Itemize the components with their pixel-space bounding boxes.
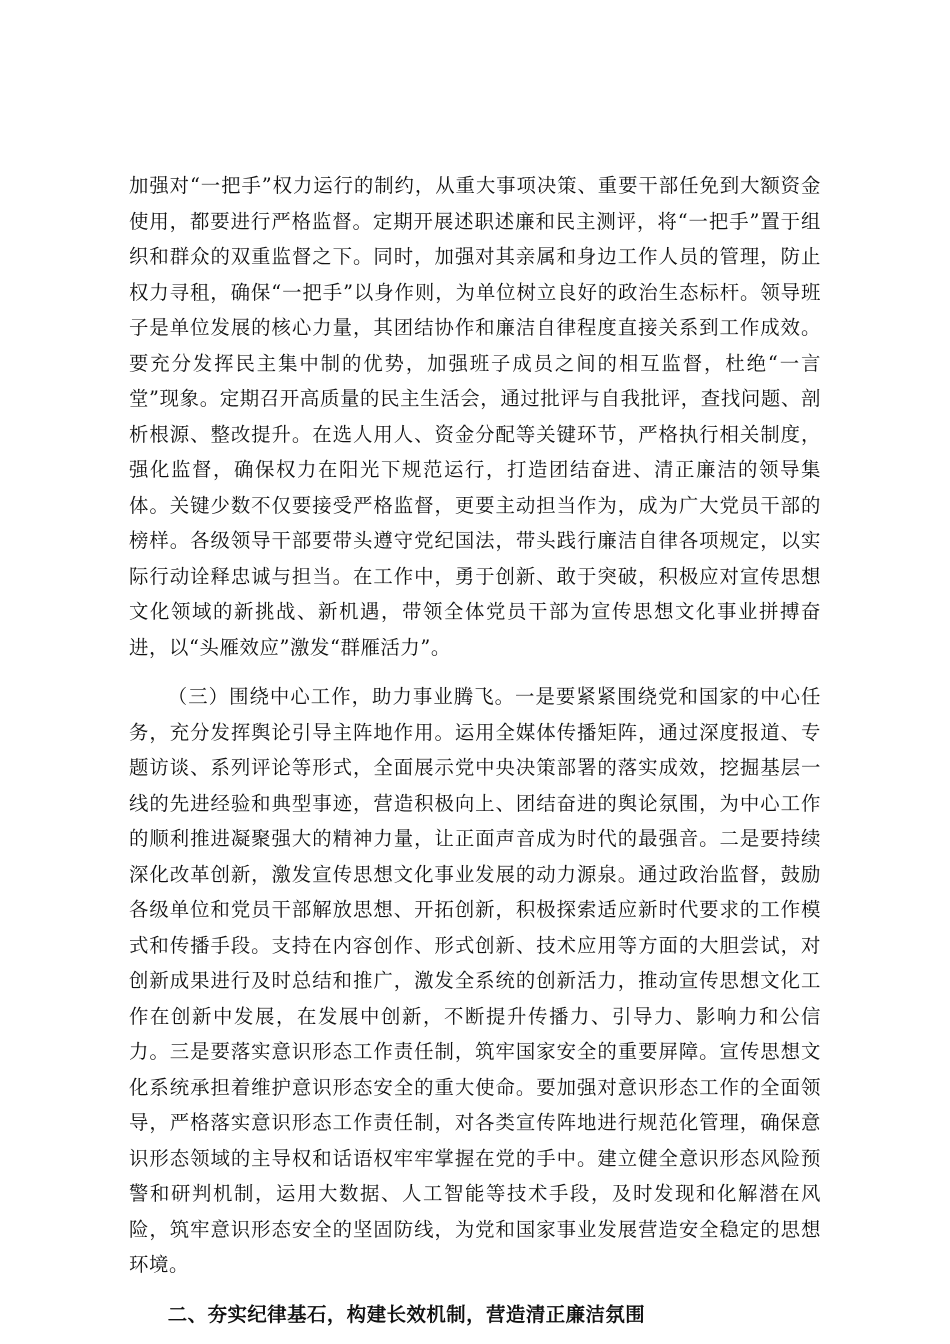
paragraph-section-three: （三）围绕中心工作，助力事业腾飞。一是要紧紧围绕党和国家的中心任务，充分发挥舆论引导主阵地作用。运用全媒体传播矩阵，通过深度报道、专题访谈、系列评论等形式，全面展示党中央决策部署的落实成效，挖掘基层一线的先进经验和典型事迹，营造积极向上、团结奋进的舆论氛围，为中心工作的顺利推进凝聚强大的精神力量，让正面声音成为时代的最强音。二是要持续深化改革创新，激发宣传思想文化事业发展的动力源泉。通过政治监督，鼓励各级单位和党员干部解放思想、开拓创新，积极探索适应新时代要求的工作模式和传播手段。支持在内容创作、形式创新、技术应用等方面的大胆尝试，对创新成果进行及时总结和推广，激发全系统的创新活力，推动宣传思想文化工作在创新中发展，在发展中创新，不断提升传播力、引导力、影响力和公信力。三是要落实意识形态工作责任制，筑牢国家安全的重要屏障。宣传思想文化系统承担着维护意识形态安全的重大使命。要加强对意识形态工作的全面领导，严格落实意识形态工作责任制，对各类宣传阵地进行规范化管理，确保意识形态领域的主导权和话语权牢牢掌握在党的手中。建立健全意识形态风险预警和研判机制，运用大数据、人工智能等技术手段，及时发现和化解潜在风险，筑牢意识形态安全的坚固防线，为党和国家事业发展营造安全稳定的思想环境。 <box>129 685 821 1276</box>
paragraph-continued: 加强对“一把手”权力运行的制约，从重大事项决策、重要干部任免到大额资金使用，都要进行严格监督。定期开展述职述廉和民主测评，将“一把手”置于组织和群众的双重监督之下。同时，加强对其亲属和身边工作人员的管理，防止权力寻租，确保“一把手”以身作则，为单位树立良好的政治生态标杆。领导班子是单位发展的核心力量，其团结协作和廉洁自律程度直接关系到工作成效。要充分发挥民主集中制的优势，加强班子成员之间的相互监督，杜绝“一言堂”现象。定期召开高质量的民主生活会，通过批评与自我批评，查找问题、剖析根源、整改提升。在选人用人、资金分配等关键环节，严格执行相关制度，强化监督，确保权力在阳光下规范运行，打造团结奋进、清正廉洁的领导集体。关键少数不仅要接受严格监督，更要主动担当作为，成为广大党员干部的榜样。各级领导干部要带头遵守党纪国法，带头践行廉洁自律各项规定，以实际行动诠释忠诚与担当。在工作中，勇于创新、敢于突破，积极应对宣传思想文化领域的新挑战、新机遇，带领全体党员干部为宣传思想文化事业拼搏奋进，以“头雁效应”激发“群雁活力”。 <box>129 174 821 659</box>
section-heading: 二、夯实纪律基石，构建长效机制，营造清正廉洁氛围 <box>167 1302 646 1326</box>
document-body <box>129 168 821 1332</box>
